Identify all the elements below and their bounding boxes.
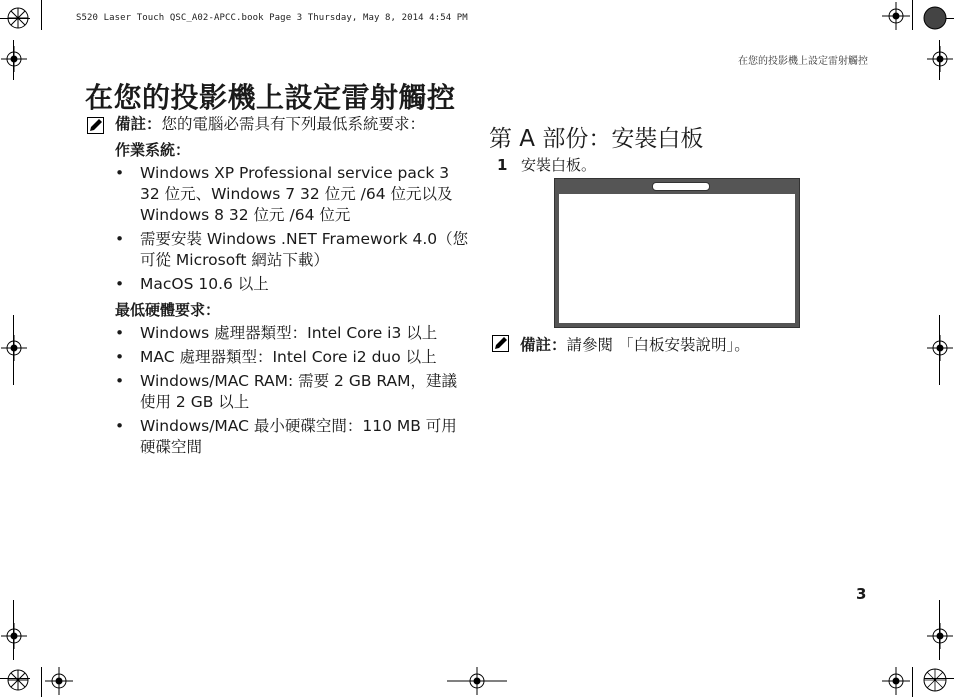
pencil-note-icon	[492, 335, 509, 352]
section-title: 第 A 部份：安裝白板	[489, 126, 704, 152]
list-item: • Windows XP Professional service pack 3 32 位元、Windows 7 32 位元 /64 位元以及 Windows 8 32 位元 /64 位元	[115, 163, 470, 226]
note-text: 請參閱 「白板安裝說明」。	[566, 336, 750, 354]
color-wheel-icon	[923, 6, 947, 30]
note	[115, 114, 470, 135]
list-item: • MAC 處理器類型：Intel Core i2 duo 以上	[115, 347, 470, 368]
page-title: 在您的投影機上設定雷射觸控	[85, 81, 456, 114]
note-text: 您的電腦必需具有下列最低系統要求：	[161, 115, 426, 133]
whiteboard-surface	[559, 194, 795, 323]
list-item: • 需要安裝 Windows .NET Framework 4.0（您可從 Microsoft 網站下載）	[115, 229, 470, 271]
step-text: 安裝白板。	[521, 156, 597, 174]
hw-heading: 最低硬體要求：	[115, 301, 221, 319]
note-label: 備註：	[115, 115, 162, 133]
running-head: 在您的投影機上設定雷射觸控	[738, 56, 868, 67]
whiteboard-handle	[652, 182, 710, 191]
note	[520, 333, 750, 355]
file-header: S520 Laser Touch QSC_A02-APCC.book Page 3 Thursday, May 8, 2014 4:54 PM	[76, 13, 468, 23]
os-heading: 作業系統：	[115, 141, 191, 159]
list-item: • Windows 處理器類型：Intel Core i3 以上	[115, 323, 470, 344]
whiteboard-illustration	[554, 178, 800, 328]
page-number: 3	[856, 585, 867, 603]
left-column	[115, 114, 470, 461]
list-item: • Windows/MAC 最小硬碟空間：110 MB 可用硬碟空間	[115, 416, 470, 458]
os-list	[115, 163, 470, 295]
color-wheel-icon	[923, 668, 947, 692]
step-number: 1	[497, 156, 508, 174]
step-1	[497, 154, 596, 175]
hw-list	[115, 323, 470, 458]
list-item: • MacOS 10.6 以上	[115, 274, 470, 295]
note-label: 備註：	[520, 336, 567, 354]
list-item: • Windows/MAC RAM: 需要 2 GB RAM，建議使用 2 GB 以上	[115, 371, 470, 413]
pencil-note-icon	[87, 117, 104, 134]
